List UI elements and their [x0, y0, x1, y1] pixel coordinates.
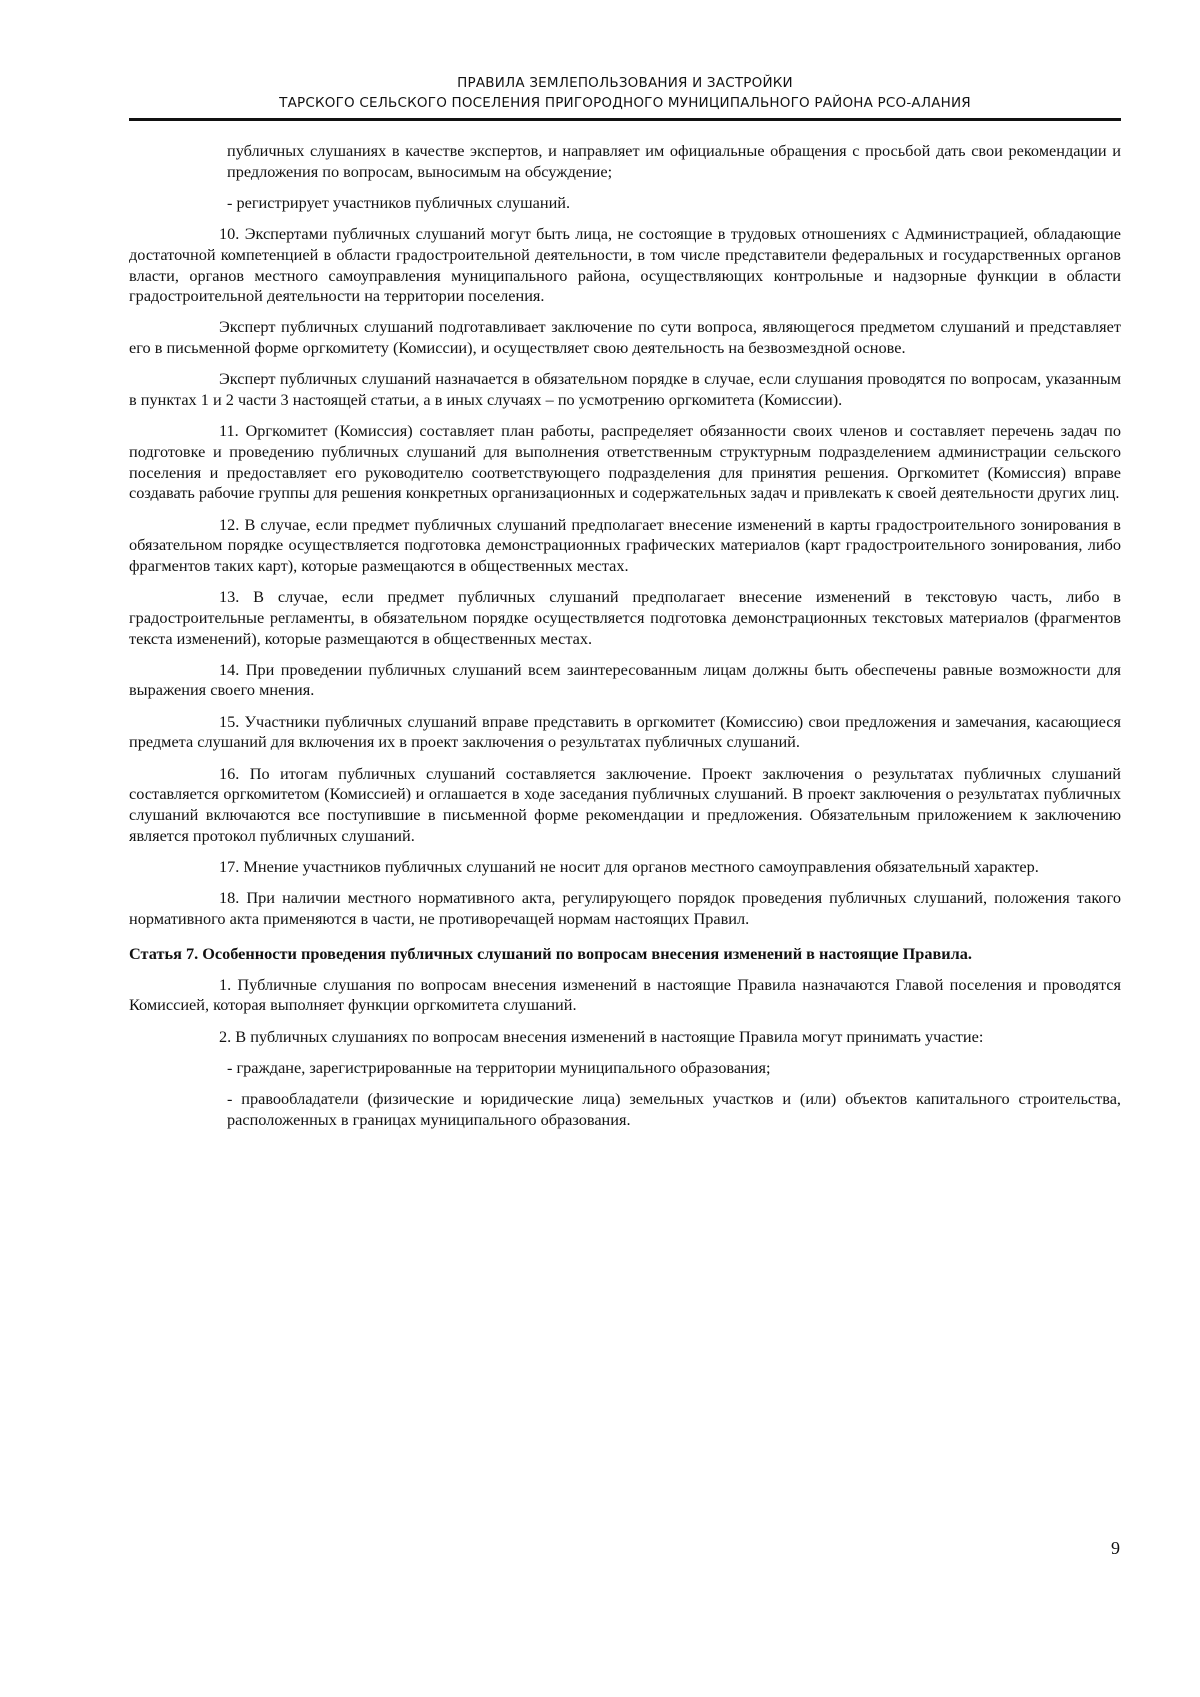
paragraph: публичных слушаниях в качестве экспертов, и направляет им официальные обращения с просьбой дать свои рекомендации и предложения по вопросам, выносимым на обсуждение;	[227, 141, 1121, 181]
paragraph: 16. По итогам публичных слушаний составляется заключение. Проект заключения о результатах публичных слушаний составляется оргкомитетом (Комиссией) и оглашается в ходе заседания публичных слушаний. В проект заключения о результатах публичных слушаний включаются все поступившие в письменной форме рекомендации и предложения. Обязательным приложением к заключению является протокол публичных слушаний.	[129, 763, 1121, 845]
page-body	[129, 141, 1121, 1141]
paragraph: 10. Экспертами публичных слушаний могут быть лица, не состоящие в трудовых отношениях с Администрацией, обладающие достаточной компетенцией в области градостроительной деятельности, в том числе представители федеральных и государственных органов власти, органов местного самоуправления муниципального района, осуществляющих контрольные и надзорные функции в области градостроительной деятельности на территории поселения.	[129, 224, 1121, 306]
header-line-1: ПРАВИЛА ЗЕМЛЕПОЛЬЗОВАНИЯ И ЗАСТРОЙКИ	[457, 75, 793, 91]
running-header	[129, 73, 1121, 113]
article-heading: Статья 7. Особенности проведения публичных слушаний по вопросам внесения изменений в настоящие Правила.	[129, 943, 972, 963]
page-number: 9	[1111, 1538, 1120, 1558]
header-rule	[129, 118, 1121, 121]
paragraph: 13. В случае, если предмет публичных слушаний предполагает внесение изменений в текстовую часть, либо в градостроительные регламенты, в обязательном порядке осуществляется подготовка демонстрационных текстовых материалов (фрагментов текста изменений), которые размещаются в общественных местах.	[129, 587, 1121, 648]
paragraph: Эксперт публичных слушаний подготавливает заключение по сути вопроса, являющегося предметом слушаний и представляет его в письменной форме оргкомитету (Комиссии), и осуществляет свою деятельность на безвозмездной основе.	[129, 317, 1121, 358]
paragraph: 18. При наличии местного нормативного акта, регулирующего порядок проведения публичных слушаний, положения такого нормативного акта применяются в части, не противоречащей нормам настоящих Правил.	[129, 888, 1121, 928]
header-line-2: ТАРСКОГО СЕЛЬСКОГО ПОСЕЛЕНИЯ ПРИГОРОДНОГО МУНИЦИПАЛЬНОГО РАЙОНА РСО-АЛАНИЯ	[279, 95, 971, 111]
paragraph: Эксперт публичных слушаний назначается в обязательном порядке в случае, если слушания проводятся по вопросам, указанным в пунктах 1 и 2 части 3 настоящей статьи, а в иных случаях – по усмотрению оргкомитета (Комиссии).	[129, 369, 1121, 410]
paragraph: 17. Мнение участников публичных слушаний не носит для органов местного самоуправления обязательный характер.	[219, 856, 1039, 876]
list-item: - регистрирует участников публичных слушаний.	[227, 192, 571, 212]
paragraph: 2. В публичных слушаниях по вопросам внесения изменений в настоящие Правила могут принимать участие:	[219, 1026, 984, 1046]
paragraph: 12. В случае, если предмет публичных слушаний предполагает внесение изменений в карты градостроительного зонирования в обязательном порядке осуществляется подготовка демонстрационных графических материалов (карт градостроительного зонирования, либо фрагментов таких карт), которые размещаются в общественных местах.	[129, 514, 1121, 575]
paragraph: 14. При проведении публичных слушаний всем заинтересованным лицам должны быть обеспечены равные возможности для выражения своего мнения.	[129, 659, 1121, 700]
list-item: - граждане, зарегистрированные на территории муниципального образования;	[227, 1057, 771, 1077]
list-item: - правообладатели (физические и юридические лица) земельных участков и (или) объектов капитального строительства, расположенных в границах муниципального образования.	[227, 1089, 1121, 1129]
paragraph: 15. Участники публичных слушаний вправе представить в оргкомитет (Комиссию) свои предложения и замечания, касающиеся предмета слушаний для включения их в проект заключения о результатах публичных слушаний.	[129, 711, 1121, 752]
paragraph: 1. Публичные слушания по вопросам внесения изменений в настоящие Правила назначаются Главой поселения и проводятся Комиссией, которая выполняет функции оргкомитета слушаний.	[129, 974, 1121, 1015]
paragraph: 11. Оргкомитет (Комиссия) составляет план работы, распределяет обязанности своих членов и составляет перечень задач по подготовке и проведению публичных слушаний для выполнения ответственным структурным подразделением администрации сельского поселения и предоставляет его руководителю соответствующего подразделения для принятия решения. Оргкомитет (Комиссия) вправе создавать рабочие группы для решения конкретных организационных и содержательных задач и привлекать к своей деятельности других лиц.	[129, 421, 1121, 503]
